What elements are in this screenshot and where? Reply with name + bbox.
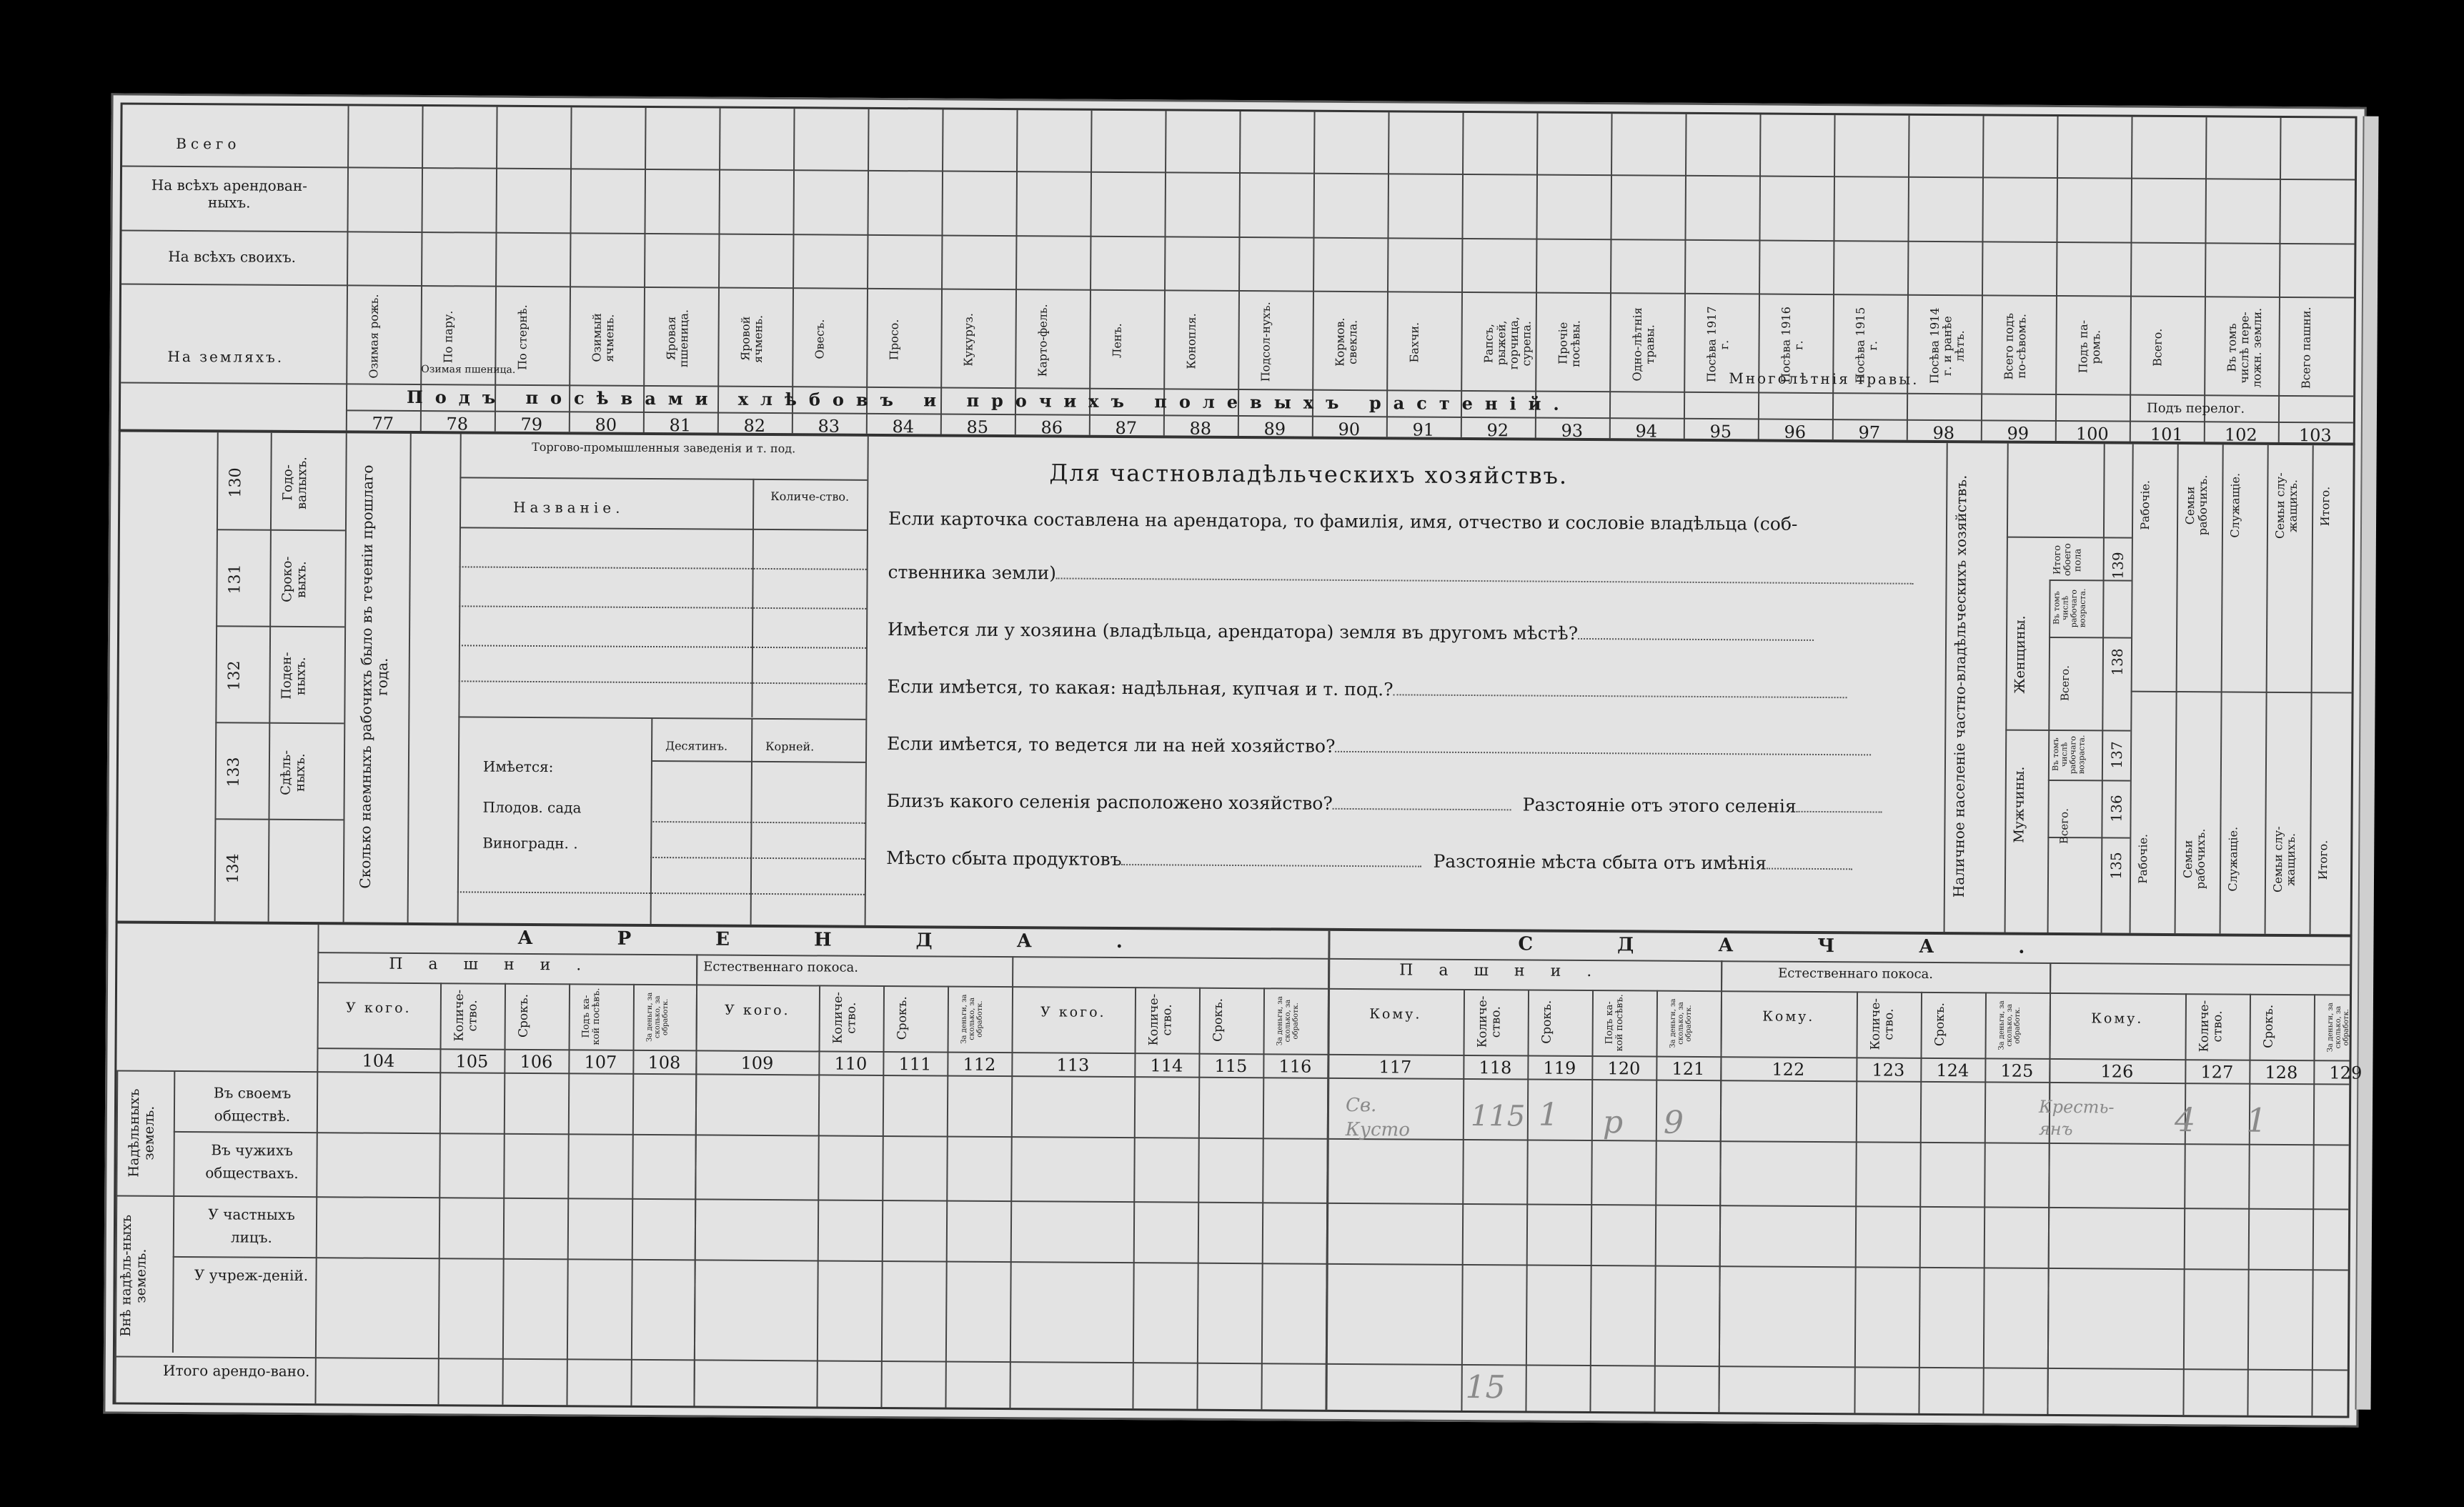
hired-col-label: Сроко-выхъ. [279,556,309,603]
lease-col-divider [502,983,506,1405]
crop-col-divider [2130,117,2133,442]
lease-col-number: 126 [2100,1061,2134,1082]
hired-col-number: 134 [224,853,243,884]
lease-col-header: Количе-ство. [1868,998,1897,1050]
crop-col-number: 80 [595,414,617,435]
hired-col-number: 133 [224,757,244,787]
lease-col-header: У кого. [725,1002,790,1019]
crop-col-label: Одно-лѣтнія травы. [1630,307,1657,382]
crop-col-divider [1461,113,1464,437]
mid-row-divider [215,722,344,724]
pop-hline [2048,780,2130,782]
crop-col-divider [1609,114,1613,438]
mnogoletnie-label: Многолѣтнія травы. [1729,369,1919,388]
row-label-vsego: Всего [176,134,241,153]
lease-col-header: Кому. [1762,1008,1815,1025]
hw-1b: 1 [2245,1100,2267,1140]
crop-col-divider [1089,111,1093,435]
crop-col-label: Всего подъ по-сѣвомъ. [2002,312,2029,380]
lease-col-header: У кого. [346,1000,412,1016]
lease-col-number: 112 [963,1054,996,1075]
mid-row-divider [217,529,345,531]
crop-col-divider [1684,114,1687,439]
pop-col-number: 136 [2107,795,2125,822]
pop-col-number: 138 [2108,648,2126,676]
crop-col-divider [1832,115,1836,439]
crop-col-divider [1312,112,1316,437]
desyatin-header: Десятинъ. [665,739,728,753]
hw-sv-kusto: Св. Кусто [1345,1094,1411,1141]
crop-col-label: Карто-фель. [1035,304,1050,377]
row-uchrezhdeniy: У учреж-деній. [194,1266,309,1285]
vsego-label: Всего. [2057,808,2071,845]
lease-col-header: Количе-ство. [830,992,859,1044]
row-label-arendovannyh: На всѣхъ арендован-ныхъ. [151,176,308,212]
lease-col-header: Срокъ. [1932,1003,1947,1047]
crop-col-divider [2055,116,2059,441]
lease-col-number: 123 [1872,1060,1905,1080]
question-6: Мѣсто сбыта продуктовъ Разстояніе мѣста сбыта отъ имѣнія [886,847,1852,874]
crop-col-number: 96 [1784,422,1807,442]
lease-col-number: 109 [740,1053,774,1074]
row-itogo: Итого арендо-вано. [163,1361,310,1381]
lease-col-header: Срокъ. [1211,998,1226,1043]
crop-col-label: Кормов. свекла. [1333,317,1360,367]
korney-header: Корней. [765,739,815,754]
row-label-na-zemlyah: На земляхъ. [167,347,284,366]
census-card [103,93,2366,1427]
question-2: Имѣется ли у хозяина (владѣльца, арендатора) земля въ другомъ мѣстѣ? [888,619,1814,645]
arenda-sdacha-divider [1325,931,1330,1410]
pop-col-number: 137 [2107,741,2126,769]
crop-col-number: 100 [2075,424,2109,444]
imeetsya-label: Имѣется: [482,757,554,776]
hired-col-number: 131 [226,564,244,595]
crop-col-divider [1907,116,1910,440]
lease-col-header: Срокъ. [2261,1005,2276,1049]
crop-col-label: Посѣва 1917 г. [1704,306,1732,383]
hw-r: р [1602,1104,1624,1141]
row-chastnyh: У частныхъ лицъ. [208,1205,295,1246]
crop-col-divider [717,109,721,433]
crop-col-label: Яровой ячмень. [738,314,765,363]
lease-col-divider [880,985,885,1407]
crop-col-divider [495,107,498,432]
hired-col-number: 132 [225,660,244,691]
pop-divider [2101,444,2105,932]
hw-9: 9 [1663,1104,1684,1141]
lease-col-divider [1525,990,1529,1411]
crop-col-number: 91 [1412,419,1435,440]
muzhchiny-label: Мужчины. [2011,766,2027,843]
crop-col-label: По стернѣ. [515,304,530,370]
crop-col-number: 103 [2298,425,2332,446]
estestv-arenda-label: Естественнаго покоса. [703,959,859,975]
lease-col-header: Количе-ство. [1475,995,1504,1048]
hired-col-label: Сдѣль-ныхъ. [278,750,308,795]
crop-col-number: 92 [1486,420,1509,441]
pashni-arenda-label: Пашни. [389,955,607,975]
staff-divider [2265,445,2269,934]
lease-col-header: Срокъ. [516,994,531,1038]
crop-col-number: 87 [1115,417,1138,439]
lease-col-number: 125 [2000,1060,2034,1081]
lease-col-number: 114 [1150,1055,1183,1076]
crop-col-divider [1238,111,1241,436]
lease-col-number: 120 [1607,1058,1641,1079]
staff-label-bottom: Рабочіе. [2135,833,2150,884]
crop-col-number: 93 [1561,420,1584,441]
middle-block [116,429,2355,936]
crop-col-label: Посѣва 1915 г. [1853,307,1880,384]
staff-divider [2175,444,2179,933]
lease-col-number: 116 [1278,1056,1312,1077]
kolichestvo-header: Количе-ство. [770,489,850,504]
lease-col-header: У кого. [1040,1004,1106,1020]
mid-row-divider [214,818,343,820]
pop-hline [2049,637,2131,639]
staff-label-bottom: Семьи рабочихъ. [2181,828,2208,890]
nazvanie-header: Названіе. [513,498,625,517]
crop-col-number: 90 [1338,419,1361,440]
crop-col-divider [1981,116,1984,440]
lease-col-divider [1854,991,1858,1413]
group-divider [2047,963,2051,1414]
lease-col-number: 104 [362,1050,395,1071]
mid-divider [214,432,219,921]
pashni-sdacha-label: Пашни. [1399,961,1618,981]
lease-col-divider [2182,993,2187,1415]
lease-col-header: Срокъ. [1539,1000,1554,1045]
crop-col-number: 88 [1189,418,1212,439]
crop-col-number: 85 [966,417,989,437]
crop-col-number: 81 [669,415,692,436]
lease-col-divider [1009,956,1013,1408]
staff-label-top: Семьи рабочихъ. [2183,474,2210,536]
crop-col-number: 94 [1635,421,1658,442]
lease-col-number: 111 [898,1054,932,1075]
hw-115: 115 [1470,1100,1526,1133]
plodov-label: Плодов. сада [482,798,582,817]
lease-col-number: 124 [1936,1060,1969,1081]
crop-col-divider [1015,110,1018,434]
question-1b: ственника земли) [888,562,1914,589]
staff-label-top: Семьи слу-жащихъ. [2272,472,2300,539]
v-tom-label: Въ томъ числѣ рабочаго возраста. [2050,735,2087,775]
lease-col-header: Срокъ. [895,996,910,1040]
lease-col-header: Подъ ка-кой посѣвъ. [580,988,602,1045]
lease-col-divider [566,983,570,1405]
lease-col-number: 115 [1214,1055,1248,1077]
staff-label-bottom: Семьи слу-жащихъ. [2270,826,2297,893]
lease-col-divider [2247,994,2251,1416]
crop-col-number: 101 [2150,424,2183,445]
lease-col-number: 127 [2200,1062,2234,1083]
lease-col-number: 129 [2329,1063,2363,1083]
nalichnoe-label: Наличное населеніе частно-владѣльческихъ хозяйствъ. [1949,474,1970,898]
hired-col-label: Годо-валыхъ. [280,456,310,510]
pop-divider [2047,580,2051,932]
crop-col-label: Кукуруз. [961,313,975,367]
pod-perelog-label: Подъ перелог. [2146,400,2245,417]
lease-col-number: 106 [520,1051,553,1073]
lease-col-divider [1589,990,1594,1411]
crop-col-number: 83 [818,416,840,437]
hw-4: 4 [2174,1100,2196,1140]
lease-col-number: 119 [1543,1058,1576,1078]
lease-col-divider [437,983,442,1404]
pop-hline [2005,730,2130,732]
crop-col-divider [2278,118,2282,442]
estestv-sdacha-label: Естественнаго покоса. [1778,965,1934,982]
lease-col-header: Подъ ка-кой посѣвъ. [1604,994,1626,1052]
crop-col-divider [792,109,795,433]
ozimaya-pshenitsa-label: Озимая пшеница. [421,364,516,376]
staff-label-bottom: Служащіе. [2225,827,2240,892]
question-4: Если имѣется, то ведется ли на ней хозяйство? [887,733,1871,760]
skolko-label: Сколько наемныхъ рабочихъ было въ теченіи прошлаго года. [356,464,391,889]
lease-col-number: 110 [834,1053,868,1074]
crop-col-number: 78 [446,414,469,434]
crop-col-divider [866,109,870,434]
crop-col-number: 97 [1858,422,1881,443]
crop-col-number: 86 [1040,417,1063,438]
lease-table [112,921,2363,1418]
crop-col-label: Ленъ. [1110,323,1124,359]
pod-posevami-banner: Подъ посѣвами хлѣбовъ и прочихъ полевыхъ растеній. [406,386,1571,414]
question-5: Близъ какого селенія расположено хозяйство? Разстояніе отъ этого селенія [887,790,1882,817]
crop-col-divider [2204,117,2207,442]
lease-col-header: Количе-ство. [452,990,480,1042]
staff-label-top: Итого. [2318,486,2333,527]
pop-col-number: 139 [2109,552,2127,580]
pop-col-number: 135 [2107,852,2125,880]
group-divider [693,954,697,1406]
lease-col-divider [1918,992,1922,1413]
crop-col-label: Рапсъ, рыжей, горчица, сурепа. [1481,317,1534,370]
crop-col-number: 84 [892,417,915,437]
staff-divider [2310,445,2314,934]
lease-col-header: За деньги, за сколько, за обработк. [1276,995,1300,1046]
lease-col-divider [1654,990,1658,1412]
lease-col-number: 122 [1772,1059,1805,1080]
crop-col-divider [1163,111,1167,435]
lease-col-number: 108 [647,1052,681,1073]
crop-col-number: 102 [2224,424,2257,445]
hired-col-number: 130 [227,467,245,498]
hw-1: 1 [1538,1096,1559,1133]
vinograd-label: Виноградн. . [482,834,578,852]
lease-col-divider [816,985,820,1406]
row-chuzhih: Въ чужихъ обществахъ. [205,1141,299,1183]
crop-col-divider [569,107,572,432]
crop-col-label: Конопля. [1184,313,1198,369]
sdacha-banner: СДАЧА. [1518,933,2110,959]
crop-col-number: 79 [520,414,543,435]
crop-col-label: Посѣва 1914 г. и ранѣе лѣтъ. [1927,307,1967,384]
lease-col-header: Кому. [2091,1010,2144,1027]
crop-col-number: 82 [743,415,766,436]
lease-col-number: 105 [455,1051,489,1072]
crop-col-label: Подъ па-ромъ. [2076,320,2103,374]
crop-col-divider [1758,114,1762,439]
mid-row-divider [216,625,344,627]
crop-col-label: Посѣва 1916 г. [1779,307,1806,384]
hw-krestyan: Кресть-янъ [2038,1096,2115,1140]
arenda-banner: АРЕНДА. [517,927,1208,953]
crop-col-label: По пару. [441,310,455,364]
vsego-label: Всего. [2058,665,2072,702]
card-edge [2355,116,2378,1410]
crop-col-label: Озимая рожь. [367,294,381,379]
question-1a: Если карточка составлена на арендатора, то фамилія, имя, отчество и сословіе владѣльца (соб- [888,508,1798,534]
lease-col-divider [1196,988,1201,1409]
lease-col-header: За деньги, за сколько, за обработк. [645,992,670,1042]
lease-col-header: Кому. [1369,1006,1422,1023]
lease-col-header: За деньги, за сколько, за обработк. [1997,1000,2022,1050]
crop-col-label: Въ томъ числѣ пере-ложн. земли. [2225,307,2265,388]
lease-col-number: 117 [1378,1057,1412,1078]
itogo-obo-label: Итого обоего пола [2052,543,2084,577]
crop-col-number: 98 [1932,422,1955,444]
crop-col-divider [1535,114,1539,438]
lease-col-divider [1461,989,1465,1411]
lease-col-header: За деньги, за сколько, за обработк. [1669,998,1693,1048]
crop-col-divider [1386,112,1390,437]
hired-col-label: Поден-ныхъ. [279,652,309,700]
crop-col-label: Просо. [887,319,901,360]
lease-col-number: 107 [584,1052,617,1073]
hw-115-total: 15 [1465,1368,1506,1406]
lease-col-number: 128 [2265,1062,2298,1083]
question-3: Если имѣется, то какая: надѣльная, купчая и т. под.? [888,676,1847,702]
crop-table [119,102,2358,444]
crop-col-label: Всего. [2150,328,2165,367]
staff-label-top: Рабочіе. [2137,479,2152,530]
lease-col-divider [2311,994,2315,1416]
private-farms-title: Для частновладѣльческихъ хозяйствъ. [1049,459,1569,489]
nadelnyh-label: Надѣльныхъ земель. [126,1088,157,1178]
crop-col-divider [940,109,944,434]
lease-col-header: Количе-ство. [1146,993,1175,1046]
lease-col-number: 118 [1479,1058,1512,1078]
lease-col-divider [630,984,635,1406]
vne-nadelnyh-label: Внѣ надѣль-ныхъ земель. [118,1214,149,1337]
hired-col-label [279,830,329,908]
crop-col-label: Подсол-нухъ. [1258,302,1273,382]
staff-label-bottom: Итого. [2316,840,2330,880]
crop-col-number: 89 [1263,419,1286,439]
lease-col-number: 121 [1671,1058,1705,1080]
mid-divider [268,433,272,922]
crop-col-label: Бахчи. [1407,322,1421,363]
lease-col-divider [945,986,949,1408]
zhenshchiny-label: Женщины. [2012,615,2029,694]
group-divider [1718,960,1722,1412]
crop-col-divider [420,106,424,431]
crop-col-label: Яровая пшеница. [664,309,691,367]
crop-col-label: Овесъ. [813,319,827,359]
row-svoem: Въ своемъ обществѣ. [213,1084,292,1125]
lease-col-divider [1982,992,1987,1413]
crop-col-number: 99 [2007,423,2030,444]
lease-col-divider [1132,987,1136,1408]
v-tom-label: Въ томъ числѣ рабочаго возраста. [2052,588,2087,628]
crop-col-number: 95 [1709,422,1732,442]
lease-col-divider [1261,988,1265,1409]
crop-col-divider [643,108,647,432]
crop-col-label: Озимый ячмень. [590,313,617,362]
staff-label-top: Служащіе. [2227,473,2242,538]
pop-hline [2007,537,2132,539]
torg-title: Торгово-промышленныя заведенія и т. под. [532,439,796,456]
lease-col-header: За деньги, за сколько, за обработк. [2326,1002,2350,1053]
lease-col-header: За деньги, за сколько, за обработк. [960,994,984,1044]
row-label-svoih: На всѣхъ своихъ. [168,247,297,266]
crop-col-label: Всего пашни. [2299,307,2313,389]
lease-col-header: Количе-ство. [2197,1000,2225,1053]
staff-divider [2220,444,2224,933]
crop-col-number: 77 [372,413,394,434]
lease-col-number: 113 [1056,1055,1090,1075]
crop-col-label: Прочіе посѣвы. [1556,319,1583,367]
